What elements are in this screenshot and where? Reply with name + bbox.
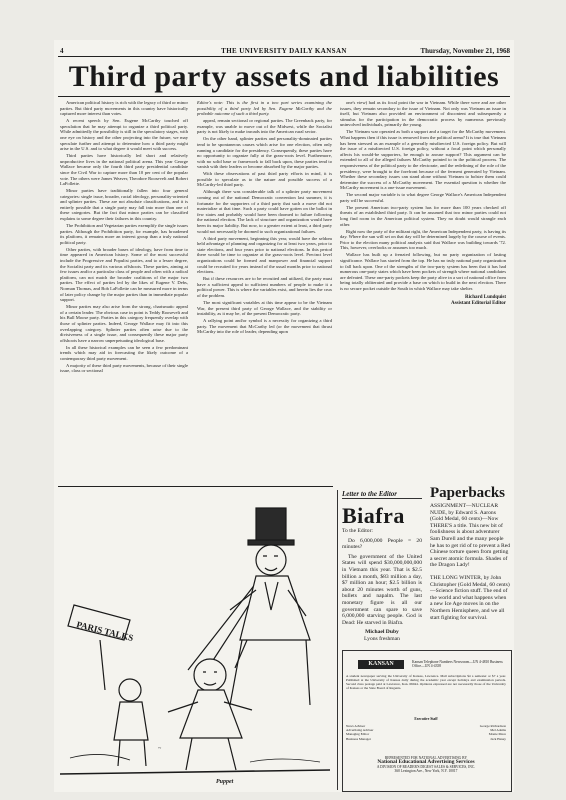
article-paragraph: Right now the party of the militant right, the American Independent party, is having its day. Where the sun will set on that day will be determined largely by the course of events. Prior to the election many political analysts said that Wallace was building towards '72. This, however, overlooks or assumes too much. [340, 228, 506, 251]
cartoon-caption: Puppet [216, 779, 234, 785]
article-paragraph: Although there was considerable talk of a splinter party movement coming out of the national Democratic convention last summer, it is fortunate for the supporters of a third party that such a move did not materialize at that time. Such a party could have gotten on the ballot in few states and probably would have been doomed to failure following the national election. The lack of structure and organization would have been its major liability. But now, to a greater extent at least, a third party would not necessarily be doomed to such organizational failures. [197, 189, 332, 234]
paperback-review: ASSIGNMENT—NUCLEAR NUDE, by Edward S. Aarons (Gold Medal, 60 cents)—Now THERE'S a title. This new bit of foolishness is about adventurer Sam Durell and the many people he has to get rid of to prevent a Red Chinese torture queen from getting a secret atomic formula. Shades of the Dragon Lady! [430, 503, 510, 569]
article-paragraph: A majority of these third party movements, because of their single issue, class or sectional [60, 362, 188, 374]
letter-kicker: Letter to the Editor [342, 490, 422, 499]
column-divider [337, 490, 338, 790]
paperbacks-body [430, 503, 510, 627]
page-number: 4 [60, 47, 64, 55]
puppet-cartoon [60, 490, 330, 785]
staff-name: George Richardson [479, 724, 506, 728]
cartoonist-signature: ~ [158, 746, 162, 752]
ads-address: 360 Lexington Ave., New York, N.Y. 10017 [394, 769, 458, 774]
advertising-representative [346, 756, 506, 774]
byline-title: Assistant Editorial Editor [450, 300, 506, 306]
article-paragraph: The most significant variables at this time appear to be the Vietnam War, the present third party of George Wallace, and the stability or instability, as it may be, of the present Democratic party. [197, 299, 332, 317]
letter-body [342, 528, 422, 643]
letter-paragraph: The government of the United States will spend $30,000,000,000 in Vietnam this year. That is $2.5 billion a month, $83 million a day, $7 million an hour; $2.5 billion is about 20 minutes worth of guns, bullets and napalm. The last monetary figure is all our government can spare to save 6,000,000 starving people. God is Dead: He starved in Biafra. [342, 553, 422, 626]
staff-name: Jack Haney [490, 736, 506, 741]
paperback-review: THE LONG WINTER, by John Christopher (Gold Medal, 60 cents)—Science fiction stuff. The end of the world and what happens when a new Ice Age moves in on the Northern Hemisphere, and we all start fighting for survival. [430, 574, 510, 621]
staff-role: Business Manager [346, 736, 371, 741]
letter-paragraph: Do 6,000,000 People = 20 minutes? [342, 537, 422, 551]
article-paragraph: In all these historical examples can be seen a few predominant trends which may aid in forecasting the likely outcome of a contemporary third party movement. [60, 344, 188, 361]
article-paragraph: Minor parties have traditionally fallen into four general categories: single issue, broader, racial ideology, personality-oriented and splinter parties. These are not absolute classifications, and it is entirely possible that a single party may fall into more than one of these categories. But the fact that minor parties can be classified explains to some degree their failures in this country. [60, 188, 188, 222]
staff-role: Managing Editor [346, 732, 370, 737]
article-paragraph: A rallying point and/or symbol is a necessity for organizing a third party. The movement that McCarthy led (or the movement that thrust McCarthy into the role of leader, depending upon [197, 318, 332, 335]
article-column-2 [197, 100, 332, 485]
article-paragraph: one's view) had as its focal point the war in Vietnam. While there were and are other issues, they remain secondary to the issue of Vietnam. Not only was Vietnam an issue in itself, but Vietnam also provided an environment of discontent and subsequently a stimulus for the participation in the democratic process by numerous previously uninvolved individuals, primarily the young. [340, 100, 506, 128]
article-column-3 [340, 100, 506, 485]
masthead: THE UNIVERSITY DAILY KANSAN [221, 47, 347, 55]
article-paragraph: The Prohibition and Vegetarian parties exemplify the single issues parties. Although the Prohibition party, for example, has broadened its platform, it remains more an interest group than a truly national political party. [60, 223, 188, 245]
article-paragraph: Wallace has built up a frenzied following, but no party organization of lasting significance. Wallace has started from the top. He has no truly national party organization to fall back upon. One of the strengths of the two-party system has been that it has had numerous one-party states which have been pockets of strength where national candidates are defeated. These one-party pockets keep the party alive in a sort of national office from being totally obliterated and provide a base on which to build in the next election. There is no secure pocket outside the South in which Wallace may take shelter. [340, 252, 506, 291]
article-paragraph: With these observations of past third party efforts in mind, it is possible to speculate as to the nature and possible success of a McCarthy-led third party. [197, 171, 332, 188]
ads-line: REPRESENTED FOR NATIONAL ADVERTISING BY [384, 756, 468, 760]
article-paragraph: A third party movement, beginning this year, would have the seldom held advantage of planning and organizing for at least two years, prior to state elections, and four years prior to national elections. In this period there would be time to organize at the grass-roots level. Precinct level organizations could be formed and manpower and financial support could be recruited for years instead of the usual months prior to national elections. [197, 235, 332, 275]
article-paragraph: On the other hand, splinter parties and personality-dominated parties tend to be spontaneous causes which arise for one election, often only running a candidate for the presidency. Consequently, these parties have no opportunity to organize fully at the grass-roots level. Furthermore, with no solid base or framework to fall back upon, these parties tend to vanish with their leaders or become absorbed by the major parties. [197, 136, 332, 170]
article-paragraph: Minor parties may also arise from the strong, charismatic appeal of a certain leader. The obvious case in point is Teddy Roosevelt and his Bull Moose party. Parties in this category frequently overlap with those of splinter parties. Indeed, George Wallace may fit into this overlapping category. Splinter parties often arise due to the divisiveness of a single issue, and consequently these major party offshoots have a narrow unperpetuating ideological base. [60, 304, 188, 343]
ads-line: A DIVISION OF READER'S DIGEST SALES & SERVICES, INC. [376, 764, 476, 769]
headline: Third party assets and liabilities [68, 60, 500, 93]
header-rule [58, 56, 510, 57]
staff-names [430, 724, 506, 741]
staff-name: Mel Adams [490, 728, 506, 733]
article-paragraph: Other parties, with broader bases of ideology, have from time to time appeared in American history. Some of the most successful include the Progressive and Populist parties, and to a lesser degree, the Socialist party and its various offshoots. These parties, aiming at few issues and/or a particular class of people and often with a radical platform, can not match the broader coalitions of the major two parties. The effect of parties led by the likes of Eugene V. Debs, Norman Thomas, and Bob LaFollette can be measured more in terms of later policy change by the major parties than in immediate popular support. [60, 246, 188, 303]
letter-author-title: Lyons freshman [364, 635, 400, 642]
article-paragraph: But if these resources are to be recruited and utilized, the party must have a sufficient appeal to sufficient numbers of people to make it a political power. This is where the variables exist, and herein lies the crux of the problem. [197, 276, 332, 298]
executive-staff-heading: Executive Staff [414, 717, 438, 721]
article-paragraph: American political history is rich with the legacy of third or minor parties. But third party movements in this country have historically captured more interest than votes. [60, 100, 188, 117]
staff-roles [346, 724, 416, 741]
cartoon-rule [58, 486, 333, 487]
editor-note: Editor's note: This is the first in a two part series examining the possibility of a third party led by Sen. Eugene McCarthy and the probable outcome of such a third party. [197, 100, 332, 117]
kansan-fine-print: A student newspaper serving the University of Kansas, Lawrence. Mail subscriptions $4 a semester or $7 a year. Published at the University of Kansas daily during the academic year except holidays and examination periods. Second class postage paid at Lawrence, Kan. 66044. Opinions expressed are not necessarily those of the University of Kansas or the State Board of Regents. [346, 674, 506, 690]
page-header [54, 44, 514, 56]
article-paragraph: Third parties have historically led short and relatively unproductive lives in the national political arena. This year George Wallace became only the fourth third party presidential candidate since the Civil War to capture more than 10 per cent of the popular vote. The others were James Weaver, Theodore Roosevelt and Robert LaFollette. [60, 153, 188, 187]
staff-role: Advertising Adviser [346, 728, 374, 733]
kansan-logo: KANSAN [358, 660, 404, 669]
article-paragraph: The present American two-party system has for more than 100 years checked off threats of an established third party. It can be assumed that two minor parties could not long find room in the American political system. They no doubt would strangle each other. [340, 204, 506, 227]
headline-rule [58, 96, 510, 97]
byline-name: Richard Lundquist [465, 294, 506, 300]
kansan-phones: Kansan Telephone Numbers Newsroom—UN 4-4810 Business Office—UN 4-4358 [412, 660, 503, 669]
article-paragraph: appeal, remain sectional or regional parties. The Greenback party, for example, was unable to move out of the Midwest, while the Socialist party is not likely to make inroads into the American rural sector. [197, 118, 332, 135]
issue-date: Thursday, November 21, 1968 [420, 47, 510, 55]
letter-title: Biafra [342, 503, 405, 528]
staff-name: Monte Mace [488, 732, 506, 737]
staff-role: News Adviser [346, 724, 366, 728]
paperbacks-title: Paperbacks [430, 485, 505, 501]
article-paragraph: The second major variable is to what degree George Wallace's American Independent party will be successful. [340, 192, 506, 203]
article-column-1 [60, 100, 188, 480]
sign-text: PARIS TALKS [75, 619, 135, 644]
article-paragraph: The Vietnam war operated as both a support and a target for the McCarthy movement. What happens then if this issue is removed from the political arena? It is true that Vietnam has been stressed as an example of a generally misdirected U.S. foreign policy. But will the issue of a misdirected U.S. foreign policy, without a focal point which personally affects his would-be supporters, be enough to arouse support? This argument can be extended to all of the alleged failures McCarthy pointed to in the political process. The responsiveness of the political party to the electorate, and the redefining of the role of the presidency, were brought to the forefront because of the ferment generated by Vietnam. Whether these secondary issues can stand alone without Vietnam to bolster them could determine the success of a McCarthy movement. The essential question is whether the McCarthy movement is a one-issue movement. [340, 129, 506, 191]
article-paragraph: A recent speech by Sen. Eugene McCarthy touched off speculation that he may attempt to organize a third political party. While admittedly the possibility is still in the speculatory stages, with one eye on history and the other projecting into the future, we may speculate further and attempt to determine how a third party might arise in the U.S. and to what degree it would meet with success. [60, 118, 188, 152]
ads-agency: National Educational Advertising Services [377, 759, 475, 766]
letter-author: Michael Duby [365, 629, 399, 636]
letter-paragraph: To the Editor: [342, 528, 373, 534]
